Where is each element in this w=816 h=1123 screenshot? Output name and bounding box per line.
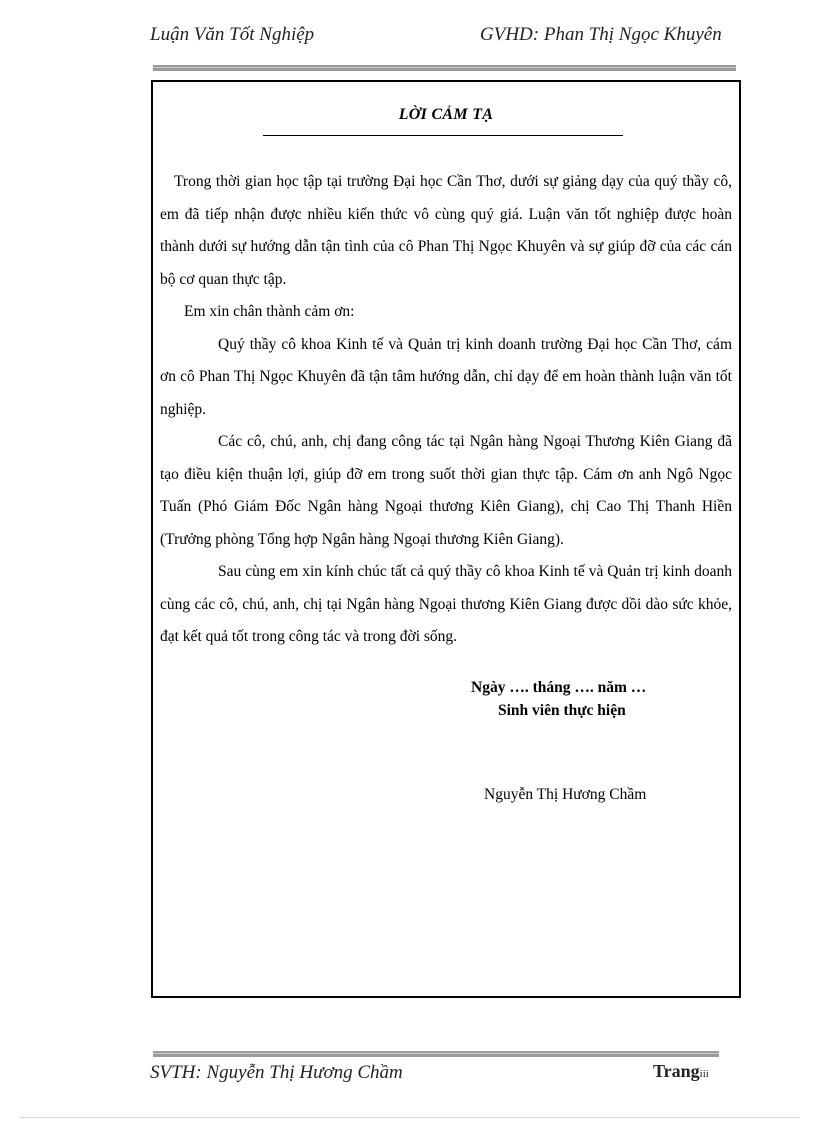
footer-page-number: iii	[699, 1068, 709, 1080]
header-thesis-label: Luận Văn Tốt Nghiệp	[150, 24, 315, 45]
acknowledgement-frame	[151, 80, 741, 998]
footer-page-label: Trang	[653, 1061, 700, 1081]
paragraph-closing-wishes: Sau cùng em xin kính chúc tất cả quý thầy cô khoa Kinh tế và Quản trị kinh doanh cùng các cô, chú, anh, chị tại Ngân hàng Ngoại thương Kiên Giang được dồi dào sức khỏe, đạt kết quả tốt trong công tác và trong đời sống.	[160, 563, 732, 645]
page-title: LỜI CẢM TẠ	[398, 106, 494, 123]
paragraph-thanks-lead: Em xin chân thành cảm ơn:	[184, 303, 355, 320]
signature-role: Sinh viên thực hiện	[498, 702, 626, 719]
paragraph-thanks-faculty: Quý thầy cô khoa Kinh tế và Quản trị kinh doanh trường Đại học Cần Thơ, cám ơn cô Phan Thị Ngọc Khuyên đã tận tâm hướng dẫn, chỉ dạy để em hoàn thành luận văn tốt nghiệp.	[160, 335, 732, 418]
footer-student-label: SVTH: Nguyễn Thị Hương Chầm	[150, 1062, 403, 1083]
signature-date-line: Ngày …. tháng …. năm …	[471, 679, 647, 696]
paragraph-thanks-bank: Các cô, chú, anh, chị đang công tác tại Ngân hàng Ngoại Thương Kiên Giang đã tạo điều kiện thuận lợi, giúp đỡ em trong suốt thời gian thực tập. Cám ơn anh Ngô Ngọc Tuấn (Phó Giám Đốc Ngân hàng Ngoại thương Kiên Giang), chị Cao Thị Thanh Hiền (Trưởng phòng Tổng hợp Ngân hàng Ngoại thương Kiên Giang).	[160, 433, 732, 548]
title-underline	[263, 135, 623, 136]
footer-rule	[153, 1051, 719, 1057]
page-edge-divider	[20, 1117, 800, 1118]
header-advisor-label: GVHD: Phan Thị Ngọc Khuyên	[480, 24, 722, 45]
header-rule	[153, 65, 736, 71]
footer-page-indicator	[653, 1061, 709, 1082]
signature-name: Nguyễn Thị Hương Chầm	[484, 786, 647, 803]
acknowledgement-body	[160, 166, 732, 654]
paragraph-intro: Trong thời gian học tập tại trường Đại học Cần Thơ, dưới sự giảng dạy của quý thầy cô, em đã tiếp nhận được nhiều kiến thức vô cùng quý giá. Luận văn tốt nghiệp được hoàn thành dưới sự hướng dẫn tận tình của cô Phan Thị Ngọc Khuyên và sự giúp đỡ của các cán bộ cơ quan thực tập.	[160, 173, 732, 288]
